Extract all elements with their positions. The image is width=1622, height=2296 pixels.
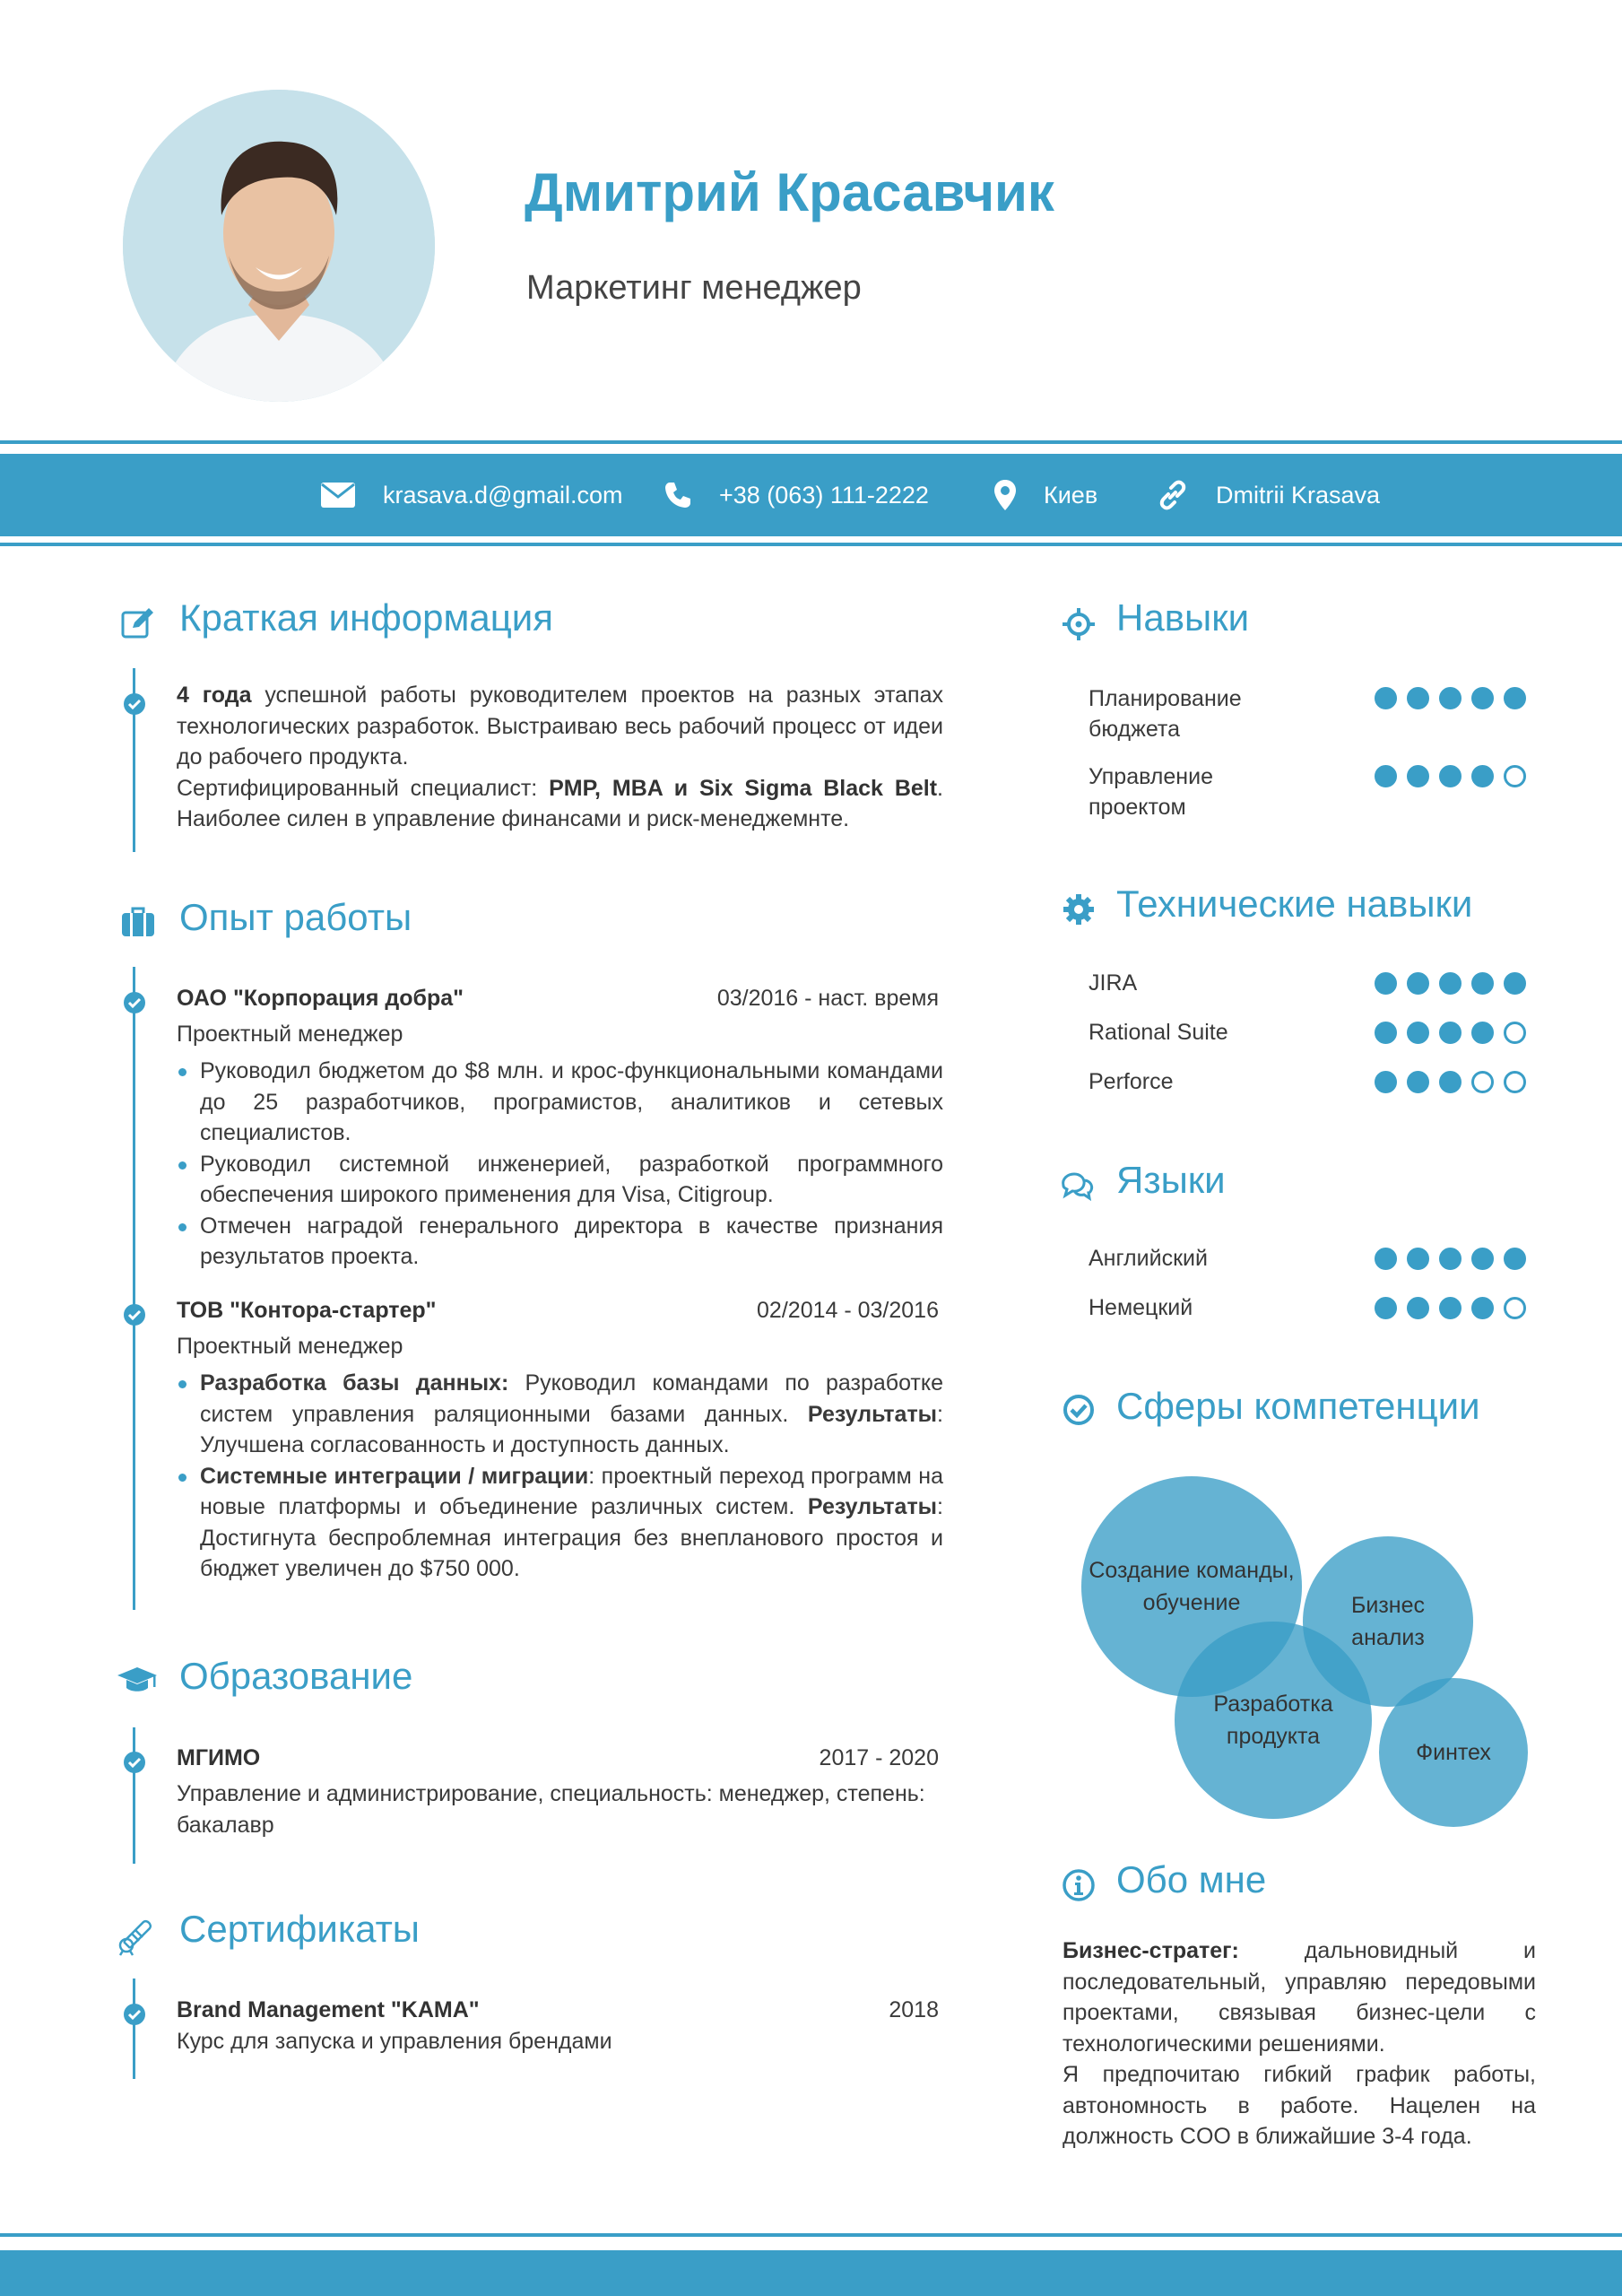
tech-skill-label: Perforce bbox=[1089, 1069, 1174, 1094]
edit-icon bbox=[120, 604, 156, 640]
envelope-icon bbox=[320, 482, 356, 509]
job2-bullets bbox=[177, 1368, 943, 1585]
skill-rating bbox=[1375, 687, 1526, 709]
list-item: Отмечен наградой генерального директора в качестве признания результатов проекта. bbox=[177, 1211, 943, 1273]
check-dot-icon bbox=[124, 992, 145, 1013]
graduation-cap-icon bbox=[117, 1662, 158, 1698]
job2-dates: 02/2014 - 03/2016 bbox=[757, 1298, 939, 1323]
crosshair-icon bbox=[1061, 606, 1097, 642]
competency-bubble: Разработка продукта bbox=[1175, 1622, 1372, 1819]
certificate-year: 2018 bbox=[889, 1997, 939, 2022]
education-desc: Управление и администрирование, специальность: менеджер, степень: бакалавр bbox=[177, 1781, 925, 1838]
check-dot-icon bbox=[124, 2004, 145, 2025]
tech-skills-heading: Технические навыки bbox=[1116, 883, 1473, 925]
list-item: Системные интеграции / миграции: проектный переход программ на новые платформы и объединение различных систем. Результаты: Достигнута беспроблемная интеграция без внепланового простоя и бюджет увеличен до $750 000. bbox=[177, 1461, 943, 1585]
certificates-heading: Сертификаты bbox=[179, 1908, 420, 1950]
phone-text: +38 (063) 111-2222 bbox=[719, 481, 929, 509]
competency-bubble: Создание команды, обучение bbox=[1081, 1476, 1302, 1697]
link-icon bbox=[1157, 479, 1189, 511]
chat-bubbles-icon bbox=[1059, 1168, 1095, 1204]
education-heading: Образование bbox=[179, 1655, 413, 1697]
email-text: krasava.d@gmail.com bbox=[383, 481, 623, 509]
language-rating bbox=[1375, 1297, 1526, 1319]
tech-skill-rating bbox=[1375, 1071, 1526, 1093]
about-text: Бизнес-стратег: дальновидный и последовательный, управляю передовыми проектами, связывая бизнес-цели с технологическими решениями. Я предпочитаю гибкий график работы, автономность в работе. Нацелен на должность COO в ближайшие 3-4 года. bbox=[1063, 1938, 1536, 2149]
competencies-heading: Сферы компетенции bbox=[1116, 1385, 1480, 1427]
skill-rating bbox=[1375, 765, 1526, 787]
contact-city bbox=[993, 454, 1097, 536]
tech-skill-label: Rational Suite bbox=[1089, 1020, 1228, 1045]
list-item: Руководил системной инженерией, разработкой программного обеспечения широкого применения для Visa, Citigroup. bbox=[177, 1149, 943, 1211]
job1-company: ОАО "Корпорация добра" bbox=[177, 986, 464, 1011]
certificate-name: Brand Management "KAMA" bbox=[177, 1997, 480, 2022]
profile-photo bbox=[123, 90, 435, 402]
candidate-role: Маркетинг менеджер bbox=[526, 269, 862, 307]
experience-timeline bbox=[133, 967, 135, 1610]
education-dates: 2017 - 2020 bbox=[819, 1745, 939, 1770]
check-circle-icon bbox=[1061, 1392, 1097, 1428]
competency-bubble: Финтех bbox=[1379, 1678, 1528, 1827]
certificate-desc: Курс для запуска и управления брендами bbox=[177, 2029, 612, 2054]
job1-dates: 03/2016 - наст. время bbox=[716, 986, 939, 1011]
skills-heading: Навыки bbox=[1116, 596, 1250, 639]
language-label: Английский bbox=[1089, 1246, 1208, 1271]
gear-icon bbox=[1061, 891, 1097, 927]
candidate-name: Дмитрий Красавчик bbox=[525, 162, 1054, 222]
experience-heading: Опыт работы bbox=[179, 896, 412, 938]
skill-label: Планирование бюджета bbox=[1089, 686, 1242, 742]
about-heading: Обо мне bbox=[1116, 1858, 1267, 1900]
summary-text: 4 года успешной работы руководителем проектов на разных этапах технологических разработок. Выстраиваю весь рабочий процесс от идеи до рабочего продукта. Сертифицированный специалист: PMP, MBA и Six Sigma Black Belt. Наиболее силен в управление финансами и риск-менеджемнте. bbox=[177, 683, 943, 831]
band-top-line bbox=[0, 440, 1622, 444]
job1-bullets bbox=[177, 1056, 943, 1273]
education-timeline bbox=[133, 1727, 135, 1864]
certificate-icon bbox=[117, 1915, 158, 1956]
languages-heading: Языки bbox=[1116, 1159, 1226, 1201]
check-dot-icon bbox=[124, 1752, 145, 1773]
contact-link[interactable] bbox=[1157, 454, 1380, 536]
contact-phone[interactable] bbox=[664, 454, 929, 536]
footer-band bbox=[0, 2250, 1622, 2296]
competency-bubble: Бизнес анализ bbox=[1303, 1536, 1473, 1707]
check-dot-icon bbox=[124, 1304, 145, 1326]
tech-skill-label: JIRA bbox=[1089, 970, 1138, 996]
skill-label: Управление проектом bbox=[1089, 764, 1213, 820]
briefcase-icon bbox=[120, 904, 156, 940]
city-text: Киев bbox=[1044, 481, 1098, 509]
language-label: Немецкий bbox=[1089, 1295, 1193, 1320]
job2-company: ТОВ "Контора-стартер" bbox=[177, 1298, 437, 1323]
job2-position: Проектный менеджер bbox=[177, 1334, 403, 1359]
profile-photo-illustration bbox=[123, 90, 435, 402]
tech-skill-rating bbox=[1375, 972, 1526, 995]
certificates-timeline bbox=[133, 1979, 135, 2079]
list-item: Разработка базы данных: Руководил командами по разработке систем управления раляционными базами данных. Результаты: Улучшена согласованность и доступность данных. bbox=[177, 1368, 943, 1461]
education-school: МГИМО bbox=[177, 1745, 261, 1770]
footer-line bbox=[0, 2233, 1622, 2237]
info-icon bbox=[1061, 1867, 1097, 1903]
contact-email[interactable] bbox=[320, 454, 623, 536]
job1-position: Проектный менеджер bbox=[177, 1022, 403, 1047]
language-rating bbox=[1375, 1248, 1526, 1270]
link-text: Dmitrii Krasava bbox=[1216, 481, 1381, 509]
band-bottom-line bbox=[0, 543, 1622, 546]
check-dot-icon bbox=[124, 693, 145, 715]
tech-skill-rating bbox=[1375, 1022, 1526, 1044]
summary-heading: Краткая информация bbox=[179, 596, 553, 639]
location-pin-icon bbox=[993, 479, 1017, 511]
phone-icon bbox=[664, 481, 692, 509]
list-item: Руководил бюджетом до $8 млн. и крос-функциональными командами до 25 разработчиков, програмистов, аналитиков и сетевых специалистов. bbox=[177, 1056, 943, 1149]
